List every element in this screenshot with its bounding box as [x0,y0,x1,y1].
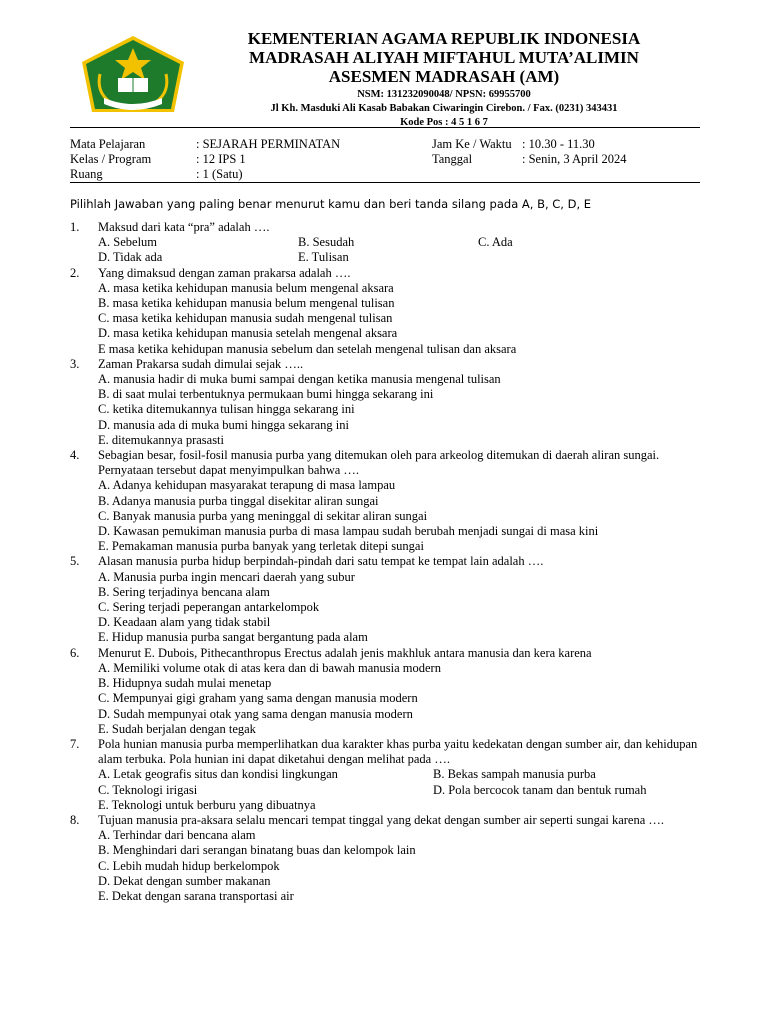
option-a[interactable]: A. Memiliki volume otak di atas kera dan di bawah manusia modern [98,660,441,675]
exam-name: ASESMEN MADRASAH (AM) [328,67,560,86]
instruction-text: Pilihlah Jawaban yang paling benar menurut kamu dan beri tanda silang pada A, B, C, D, E [70,197,592,211]
question-number: 2. [70,265,80,280]
option-c[interactable]: C. Teknologi irigasi [98,782,198,797]
letterhead [190,29,698,130]
question-8 [70,813,710,904]
option-b[interactable]: B. Bekas sampah manusia purba [433,767,596,782]
question-3 [70,357,710,448]
date-value: : Senin, 3 April 2024 [522,152,627,166]
option-c[interactable]: C. Sering terjadi peperangan antarkelompok [98,600,320,615]
option-b[interactable]: B. di saat mulai terbentuknya permukaan bumi hingga sekarang ini [98,387,434,402]
question-text: Menurut E. Dubois, Pithecanthropus Erectus adalah jenis makhluk antara manusia dan kera karena [98,645,592,660]
school-name: MADRASAH ALIYAH MIFTAHUL MUTA’ALIMIN [249,48,639,67]
question-text: Maksud dari kata “pra” adalah …. [98,220,270,234]
option-b[interactable]: B. Adanya manusia purba tinggal disekitar aliran sungai [98,493,379,508]
question-text: Sebagian besar, fosil-fosil manusia purba yang ditemukan oleh para arkeolog ditemukan di daerah aliran sungai. Pernyataan tersebut dapat menyimpulkan bahwa …. [98,448,660,478]
option-c[interactable]: C. Mempunyai gigi graham yang sama dengan manusia modern [98,691,418,706]
option-d[interactable]: D. Pola bercocok tanam dan bentuk rumah [433,782,647,797]
option-a[interactable]: A. manusia hadir di muka bumi sampai dengan ketika manusia mengenal tulisan [98,372,501,387]
option-d[interactable]: D. Tidak ada [98,250,163,265]
question-2 [70,266,710,357]
option-e[interactable]: E. Dekat dengan sarana transportasi air [98,888,294,903]
option-a[interactable]: A. Adanya kehidupan masyarakat terapung di masa lampau [98,478,396,493]
subject-value: : SEJARAH PERMINATAN [196,137,341,151]
option-d[interactable]: D. masa ketika kehidupan manusia setelah mengenal aksara [98,326,398,341]
postal-code: Kode Pos : 4 5 1 6 7 [400,117,488,128]
question-text: Yang dimaksud dengan zaman prakarsa adalah …. [98,265,351,280]
option-d[interactable]: D. Keadaan alam yang tidak stabil [98,615,271,630]
subject-label: Mata Pelajaran [70,137,146,151]
question-1 [70,220,710,266]
question-number: 3. [70,356,80,371]
question-number: 1. [70,220,80,234]
option-c[interactable]: C. Ada [478,235,513,250]
option-a[interactable]: A. masa ketika kehidupan manusia belum mengenal aksara [98,280,394,295]
question-4 [70,448,710,554]
option-a[interactable]: A. Letak geografis situs dan kondisi lingkungan [98,767,338,782]
option-b[interactable]: B. Menghindari dari serangan binatang buas dan kelompok lain [98,843,416,858]
question-text: Tujuan manusia pra-aksara selalu mencari tempat tinggal yang dekat dengan sumber air seperti sungai karena …. [98,812,665,827]
question-6 [70,646,710,737]
header-divider-bottom [70,182,700,183]
option-e[interactable]: E. Hidup manusia purba sangat bergantung pada alam [98,630,368,645]
option-c[interactable]: C. Lebih mudah hidup berkelompok [98,858,280,873]
option-a[interactable]: A. Manusia purba ingin mencari daerah yang subur [98,569,355,584]
option-e[interactable]: E. Teknologi untuk berburu yang dibuatnya [98,797,316,812]
option-d[interactable]: D. manusia ada di muka bumi hingga sekarang ini [98,417,349,432]
option-b[interactable]: B. masa ketika kehidupan manusia belum mengenal tulisan [98,296,395,311]
question-5 [70,554,710,645]
nsm-npsn: NSM: 131232090048/ NPSN: 69955700 [357,89,531,100]
option-b[interactable]: B. Sesudah [298,235,355,250]
option-a[interactable]: A. Terhindar dari bencana alam [98,828,256,843]
option-c[interactable]: C. masa ketika kehidupan manusia sudah mengenal tulisan [98,311,393,326]
option-d[interactable]: D. Sudah mempunyai otak yang sama dengan manusia modern [98,706,413,721]
option-e[interactable]: E. Pemakaman manusia purba banyak yang terletak ditepi sungai [98,539,424,554]
ministry-name: KEMENTERIAN AGAMA REPUBLIK INDONESIA [247,29,641,48]
school-address: Jl Kh. Masduki Ali Kasab Babakan Ciwaringin Cirebon. / Fax. (0231) 343431 [270,103,618,114]
room-value: : 1 (Satu) [196,167,243,181]
option-b[interactable]: B. Sering terjadinya bencana alam [98,584,270,599]
header-divider-top [70,127,700,128]
question-7 [70,737,710,813]
question-list [70,220,710,904]
question-text: Zaman Prakarsa sudah dimulai sejak ….. [98,356,304,371]
question-number: 7. [70,736,80,751]
option-a[interactable]: A. Sebelum [98,235,158,250]
option-e[interactable]: E masa ketika kehidupan manusia sebelum dan setelah mengenal tulisan dan aksara [98,341,517,356]
class-label: Kelas / Program [70,152,152,166]
option-c[interactable]: C. Banyak manusia purba yang meninggal di sekitar aliran sungai [98,508,428,523]
class-value: : 12 IPS 1 [196,152,246,166]
question-number: 4. [70,448,80,463]
option-d[interactable]: D. Dekat dengan sumber makanan [98,873,271,888]
room-label: Ruang [70,167,103,181]
option-e[interactable]: E. Tulisan [298,250,349,265]
option-c[interactable]: C. ketika ditemukannya tulisan hingga sekarang ini [98,402,355,417]
question-text: Pola hunian manusia purba memperlihatkan dua karakter khas purba yaitu kedekatan dengan sumber air, dan kehidupan alam terbuka. Pola hunian ini dapat diketahui dengan melihat pada …. [98,736,698,767]
time-label: Jam Ke / Waktu [432,137,512,151]
kemenag-logo [78,34,188,116]
question-text: Alasan manusia purba hidup berpindah-pindah dari satu tempat ke tempat lain adalah …. [98,554,544,569]
time-value: : 10.30 - 11.30 [522,137,595,151]
question-number: 6. [70,645,80,660]
option-d[interactable]: D. Kawasan pemukiman manusia purba di masa lampau sudah berubah menjadi sungai di masa kini [98,524,599,539]
option-b[interactable]: B. Hidupnya sudah mulai menetap [98,676,272,691]
question-number: 5. [70,554,80,569]
question-number: 8. [70,812,80,827]
date-label: Tanggal [432,152,473,166]
option-e[interactable]: E. Sudah berjalan dengan tegak [98,721,256,736]
option-e[interactable]: E. ditemukannya prasasti [98,432,225,447]
